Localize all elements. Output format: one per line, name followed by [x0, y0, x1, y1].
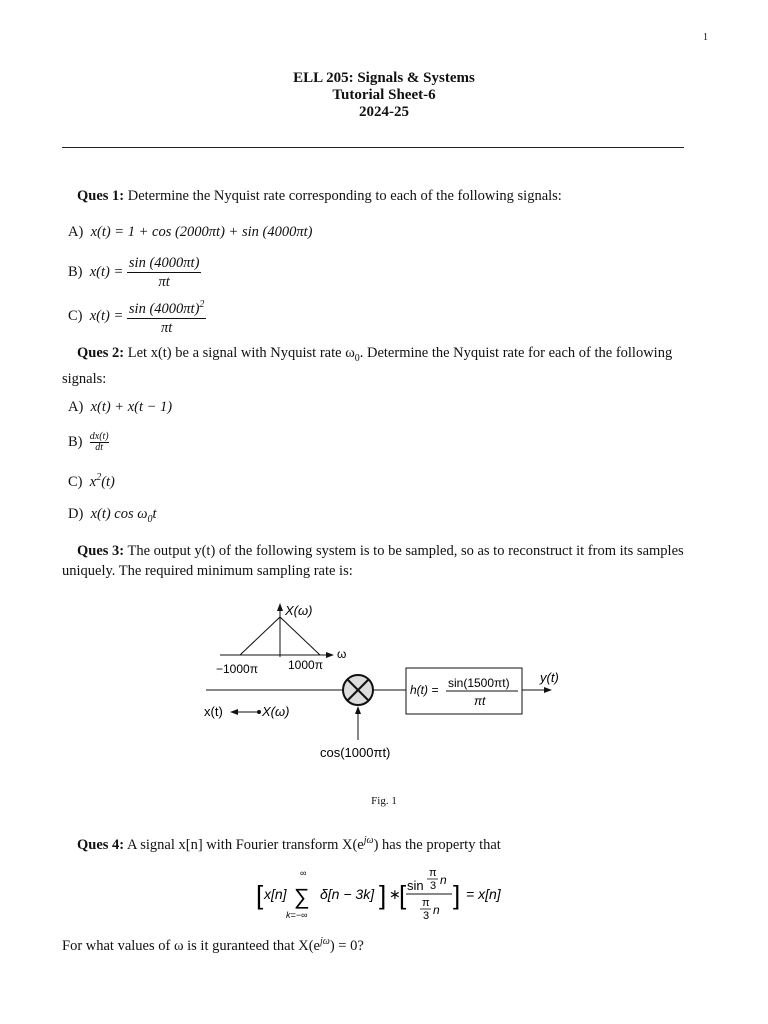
formula-n-bottom: n — [433, 903, 440, 917]
q1-item-b-lhs: x(t) = — [89, 263, 124, 280]
question-4-ask-end: ) = 0? — [329, 937, 364, 954]
question-4 — [62, 831, 708, 855]
q1-item-c-numerator — [127, 296, 207, 319]
filter-denominator: πt — [474, 694, 486, 708]
formula-bracket2-close: ] — [453, 880, 461, 910]
input-label: x(t) — [204, 704, 223, 719]
question-2-subscript: 0 — [354, 352, 360, 364]
q1-item-a-letter: A) — [68, 224, 84, 240]
question-4-ask — [62, 932, 708, 956]
q2-item-d-expr — [90, 506, 157, 525]
q1-item-a-expr: x(t) = 1 + cos (2000πt) + sin (4000πt) — [90, 224, 313, 240]
q4-formula — [254, 862, 524, 926]
q1-item-b-letter: B) — [68, 263, 83, 280]
question-2-text-end: . Determine the Nyquist rate for each of the following signals: — [62, 345, 673, 387]
input-spectrum-label: X(ω) — [262, 704, 290, 719]
q2-item-d-letter: D) — [68, 506, 84, 522]
formula-star: ∗ — [389, 886, 401, 902]
q2-item-c — [68, 469, 115, 491]
q2-item-b-fraction — [90, 432, 109, 453]
q2-item-a — [68, 398, 172, 416]
carrier-label: cos(1000πt) — [320, 745, 391, 760]
q1-item-b-denominator: πt — [158, 274, 170, 290]
fourier-pair-arrowhead-left — [230, 709, 238, 715]
q2-item-b-denominator: dt — [95, 442, 104, 453]
q1-item-c — [68, 296, 206, 337]
formula-bracket2-open: [ — [399, 880, 407, 910]
formula-three-bottom: 3 — [423, 910, 430, 922]
q1-item-c-fraction — [127, 296, 207, 337]
formula-rhs: = x[n] — [466, 886, 501, 902]
question-2-label: Ques 2: — [77, 345, 125, 361]
q2-item-c-exponent: 2 — [96, 472, 102, 483]
formula-n-top: n — [440, 873, 447, 887]
spectrum-axis-arrowhead — [277, 603, 283, 611]
q2-item-a-letter: A) — [68, 399, 84, 415]
course-title: ELL 205: Signals & Systems — [293, 70, 475, 86]
q2-item-b — [68, 432, 109, 453]
right-tick-label: 1000π — [288, 658, 323, 672]
formula-pi-bottom: π — [422, 897, 430, 909]
filter-numerator: sin(1500πt) — [448, 676, 510, 690]
question-4-label: Ques 4: — [77, 836, 125, 853]
sheet-title: Tutorial Sheet-6 — [332, 87, 436, 103]
question-1 — [62, 186, 708, 206]
q2-item-c-tail: (t) — [101, 473, 115, 490]
q2-item-b-numerator: dx(t) — [89, 431, 109, 442]
fourier-pair-dot — [257, 710, 261, 714]
figure-caption: Fig. 1 — [371, 795, 397, 807]
formula-sum-symbol: ∑ — [294, 884, 310, 909]
formula-sin: sin — [407, 878, 424, 893]
system-block-diagram — [200, 595, 580, 775]
question-2-text-start: Let x(t) be a signal with Nyquist rate ω — [127, 345, 355, 361]
question-4-text-end: ) has the property that — [373, 836, 501, 853]
spectrum-horizontal-arrowhead — [326, 652, 334, 658]
formula-sum-bottom: k=−∞ — [286, 910, 308, 920]
q1-item-c-letter: C) — [68, 307, 83, 324]
q2-item-c-expr — [90, 474, 115, 490]
q2-item-c-base: x — [89, 473, 97, 490]
question-3-label: Ques 3: — [77, 543, 125, 559]
formula-sum-top: ∞ — [300, 868, 307, 878]
formula-three-top: 3 — [430, 880, 437, 892]
header-divider — [62, 147, 684, 148]
q2-item-c-letter: C) — [68, 473, 83, 490]
question-4-superscript: jω — [363, 835, 374, 846]
formula-xn: x[n] — [264, 886, 287, 902]
page-number: 1 — [703, 32, 708, 43]
output-arrowhead — [544, 687, 552, 693]
document-header — [0, 70, 768, 121]
formula-bracket-close: ] — [379, 880, 387, 910]
carrier-arrowhead — [355, 706, 361, 714]
spectrum-label: X(ω) — [285, 603, 313, 618]
output-label: y(t) — [540, 670, 559, 685]
q1-item-b — [68, 254, 201, 291]
question-3 — [62, 541, 708, 581]
question-4-ask-start: For what values of ω is it guranteed that X(e — [62, 937, 320, 954]
q1-item-c-numerator-text: sin (4000πt) — [128, 300, 200, 317]
q1-item-a — [68, 223, 312, 241]
q2-item-d-subscript: 0 — [147, 513, 153, 525]
question-1-label: Ques 1: — [77, 188, 125, 204]
q1-item-b-fraction — [127, 254, 202, 291]
academic-year: 2024-25 — [359, 104, 409, 120]
question-3-text: The output y(t) of the following system is to be sampled, so as to reconstruct it from its samples uniquely. The required minimum sampling rate is: — [62, 543, 684, 579]
formula-delta: δ[n − 3k] — [320, 886, 375, 902]
q2-item-d-text: x(t) cos ω — [90, 506, 148, 522]
question-4-text-start: A signal x[n] with Fourier transform X(e — [126, 836, 364, 853]
question-1-text: Determine the Nyquist rate corresponding to each of the following signals: — [127, 188, 562, 204]
q1-item-c-exponent: 2 — [199, 299, 205, 310]
q2-item-a-expr: x(t) + x(t − 1) — [90, 399, 173, 415]
question-4-ask-superscript: jω — [320, 936, 330, 947]
q1-item-c-denominator: πt — [161, 319, 173, 336]
q2-item-b-letter: B) — [68, 433, 83, 450]
q2-item-d-tail: t — [152, 506, 157, 522]
left-tick-label: −1000π — [216, 662, 258, 676]
filter-lhs: h(t) = — [410, 683, 439, 697]
question-2 — [62, 343, 708, 389]
omega-axis-label: ω — [337, 647, 347, 661]
q2-item-d — [68, 505, 157, 529]
q1-item-b-numerator: sin (4000πt) — [128, 255, 200, 271]
formula-bracket-open: [ — [256, 880, 264, 910]
formula-pi-top: π — [429, 867, 437, 879]
q1-item-c-lhs: x(t) = — [89, 307, 124, 324]
